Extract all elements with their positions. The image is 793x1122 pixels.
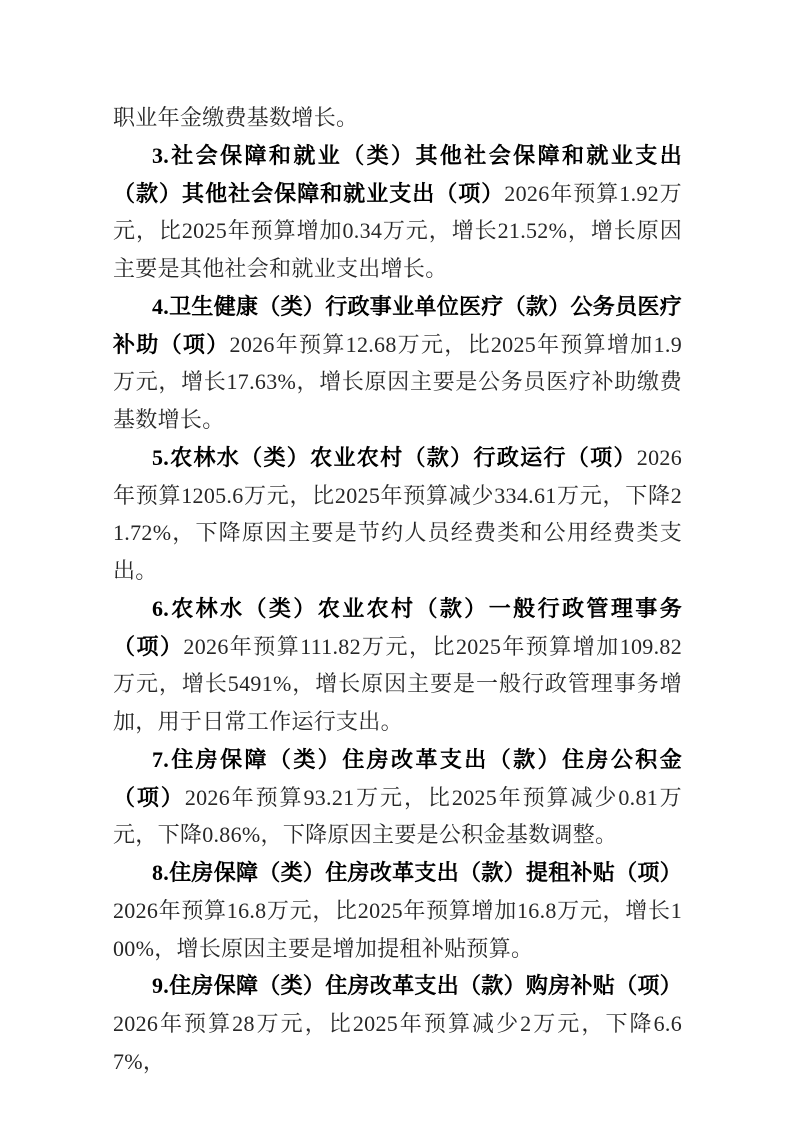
paragraph bbox=[113, 741, 682, 854]
paragraph bbox=[113, 854, 682, 967]
paragraph-heading: 3.社会保障和就业（类）其他社会保障和就业支出（款）其他社会保障和就业支出（项） bbox=[113, 142, 682, 206]
paragraph-body: 2026年预算1205.6万元，比2025年预算减少334.61万元，下降21.72%，下降原因主要是节约人员经费类和公用经费类支出。 bbox=[113, 444, 682, 583]
paragraph bbox=[113, 967, 682, 1080]
paragraph-body: 2026年预算28万元，比2025年预算减少2万元，下降6.67%， bbox=[113, 1011, 682, 1074]
paragraph-heading: 4.卫生健康（类）行政事业单位医疗（款）公务员医疗补助（项） bbox=[113, 293, 683, 357]
paragraph-heading: 9.住房保障（类）住房改革支出（款）购房补贴（项） bbox=[152, 973, 683, 999]
paragraph-heading: 8.住房保障（类）住房改革支出（款）提租补贴（项） bbox=[152, 860, 683, 885]
paragraph bbox=[113, 137, 682, 288]
paragraph bbox=[113, 288, 682, 439]
paragraph-heading: 5.农林水（类）农业农村（款）行政运行（项） bbox=[152, 444, 637, 470]
paragraph-heading: 6.农林水（类）农业农村（款）一般行政管理事务（项） bbox=[113, 595, 682, 659]
paragraph-body: 2026年预算93.21万元，比2025年预算减少0.81万元，下降0.86%，下降原因主要是公积金基数调整。 bbox=[113, 784, 682, 848]
paragraph-body: 2026年预算16.8万元，比2025年预算增加16.8万元，增长100%，增长原因主要是增加提租补贴预算。 bbox=[113, 897, 682, 961]
paragraph bbox=[113, 439, 682, 590]
paragraph-heading: 7.住房保障（类）住房改革支出（款）住房公积金（项） bbox=[113, 746, 682, 810]
paragraph bbox=[113, 590, 682, 741]
paragraph-body: 职业年金缴费基数增长。 bbox=[113, 105, 359, 130]
paragraph bbox=[113, 99, 682, 137]
paragraph-body: 2026年预算12.68万元，比2025年预算增加1.9万元，增长17.63%，增长原因主要是公务员医疗补助缴费基数增长。 bbox=[113, 331, 682, 432]
paragraph-body: 2026年预算111.82万元，比2025年预算增加109.82万元，增长5491%，增长原因主要是一般行政管理事务增加，用于日常工作运行支出。 bbox=[113, 633, 682, 734]
paragraph-body: 2026年预算1.92万元，比2025年预算增加0.34万元，增长21.52%，增长原因主要是其他社会和就业支出增长。 bbox=[113, 180, 682, 281]
